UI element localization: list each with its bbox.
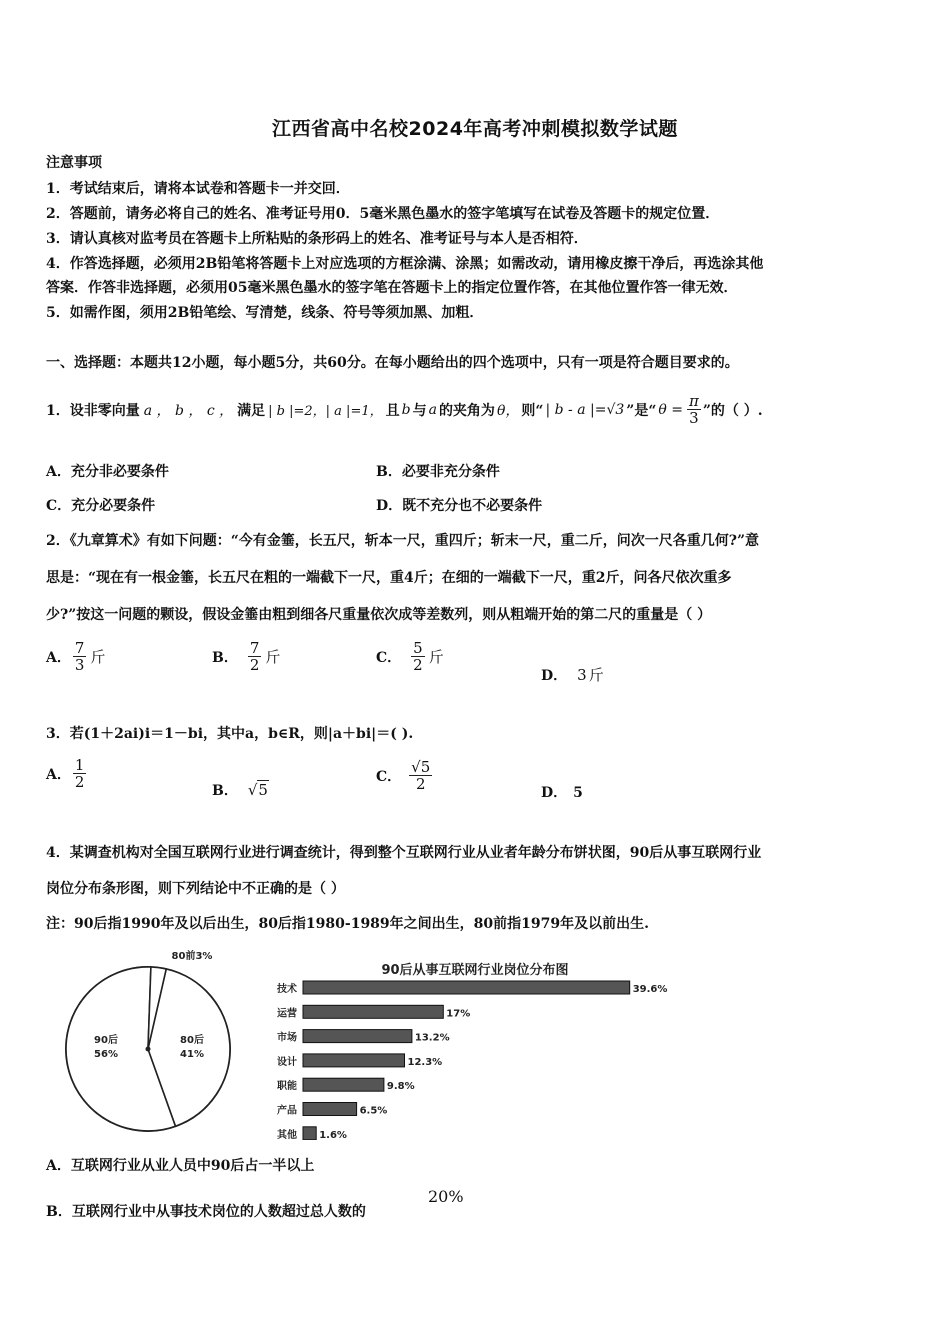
q4-option-a: A．互联网行业从业人员中90后占一半以上 [46, 1158, 315, 1174]
bar-其他 [303, 1127, 316, 1140]
q1-text: 则“ [521, 402, 544, 419]
pie-center [146, 1047, 151, 1052]
q3-option-a: A． $\frac{1}{2}$ [46, 756, 85, 791]
pie-label-80-before: 80前3% [171, 951, 213, 962]
bar-运营 [303, 1005, 443, 1018]
q1-theta: θ， [496, 402, 520, 419]
bar-category-label: 设计 [277, 1056, 297, 1068]
bar-value-label: 17% [446, 1008, 471, 1020]
bar-value-label: 6.5% [359, 1105, 388, 1117]
question-2-line: 思是：“现在有一根金箠，长五尺在粗的一端截下一尺，重4斤；在细的一端截下一尺，重2斤，问各尺依次重多 [46, 570, 732, 586]
bar-value-label: 9.8% [386, 1081, 415, 1093]
notice-item: 4．作答选择题，必须用2B铅笔将答题卡上对应选项的方框涂满、涂黑；如需改动，请用橡皮擦干净后，再选涂其他 [46, 256, 764, 272]
bar-category-label: 产品 [277, 1105, 297, 1117]
q2-option-b: B． $\frac{7}{2}$ 斤 [212, 639, 281, 674]
q1-var-b: b [401, 401, 411, 418]
question-4-line: 4．某调查机构对全国互联网行业进行调查统计，得到整个互联网行业从业者年龄分布饼状图，90后从事互联网行业 [46, 845, 762, 861]
bar-category-label: 其他 [277, 1129, 297, 1140]
page-title: 江西省高中名校2024年高考冲刺模拟数学试题 [272, 118, 678, 140]
age-pie-chart [66, 949, 230, 1131]
bar-category-label: 技术 [277, 984, 297, 995]
q1-option-a: A．充分非必要条件 [46, 464, 169, 480]
pie-label-90: 90后 [94, 1035, 118, 1046]
q4-option-b: B．互联网行业中从事技术岗位的人数超过总人数的 [46, 1204, 366, 1220]
q1-text: 与 [412, 402, 427, 419]
section-heading: 一、选择题：本题共12小题，每小题5分，共60分。在每小题给出的四个选项中，只有一项是符合题目要求的。 [46, 355, 739, 371]
bar-技术 [303, 981, 630, 994]
bar-设计 [303, 1054, 405, 1067]
q3-option-b: B． √5 [212, 781, 268, 799]
bar-chart-title: 90后从事互联网行业岗位分布图 [381, 963, 569, 978]
bar-市场 [303, 1030, 412, 1043]
question-4-note: 注：90后指1990年及以后出生，80后指1980-1989年之间出生，80前指1979年及以前出生. [46, 916, 649, 932]
q1-option-d: D．既不充分也不必要条件 [376, 498, 543, 514]
q1-pi-over-3: $\frac{\pi}{3}$ [689, 392, 699, 427]
q1-text: 且 [385, 402, 400, 419]
bar-产品 [303, 1103, 357, 1116]
question-2-line: 少?”按这一问题的颗设，假设金箠由粗到细各尺重量依次成等差数列，则从粗端开始的第二尺的重量是（ ） [46, 607, 712, 623]
bar-category-label: 运营 [277, 1008, 297, 1020]
notice-item: 5．如需作图，须用2B铅笔绘、写清楚，线条、符号等须加黑、加粗． [46, 305, 484, 321]
q1-prefix: 1．设非零向量 [46, 402, 140, 419]
q1-option-c: C．充分必要条件 [46, 498, 156, 514]
job-bar-chart [276, 962, 667, 1140]
pie-label-80: 80后 [180, 1035, 204, 1046]
q2-option-a: A． $\frac{7}{3}$ 斤 [46, 639, 106, 674]
q1-text: ”是“ [626, 402, 657, 419]
question-1 [46, 393, 763, 426]
q1-theta-eq: θ = [658, 401, 683, 418]
q3-option-d: D． 5 [541, 785, 583, 801]
q2-option-c: C． $\frac{5}{2}$ 斤 [376, 639, 444, 674]
q3-option-c: C． $\frac{√5}{2}$ [376, 758, 431, 793]
bar-category-label: 市场 [277, 1032, 297, 1044]
q2-option-d: D． 3 斤 [541, 665, 604, 684]
bar-value-label: 13.2% [414, 1032, 450, 1044]
notice-heading: 注意事项 [46, 155, 102, 171]
q1-var-a: a [428, 401, 437, 418]
bar-value-label: 39.6% [632, 984, 668, 995]
q1-vars: a ， b ， c ， [143, 402, 234, 419]
q1-expression: | b - a |=√3 [545, 401, 625, 418]
q1-text: ”的（ ）. [702, 402, 763, 419]
bar-value-label: 12.3% [407, 1056, 443, 1068]
q1-text: 的夹角为 [438, 402, 495, 419]
bar-value-label: 1.6% [319, 1129, 347, 1140]
bar-category-label: 职能 [277, 1081, 297, 1093]
question-3: 3．若(1＋2ai)i＝1－bi，其中a，b∈R，则|a＋bi|＝( ). [46, 726, 414, 742]
q4-charts [60, 945, 710, 1140]
q1-text: 满足 [237, 402, 266, 419]
question-4-line: 岗位分布条形图，则下列结论中不正确的是（ ） [46, 881, 345, 897]
notice-item: 3．请认真核对监考员在答题卡上所粘贴的条形码上的姓名、准考证号与本人是否相符． [46, 231, 588, 247]
q1-option-b: B．必要非充分条件 [376, 464, 500, 480]
pie-value-80: 41% [180, 1049, 204, 1060]
notice-item: 答案．作答非选择题，必须用05毫米黑色墨水的签字笔在答题卡上的指定位置作答，在其他位置作答一律无效． [46, 280, 738, 296]
bar-职能 [303, 1078, 384, 1091]
notice-item: 2．答题前，请务必将自己的姓名、准考证号用0．5毫米黑色墨水的签字笔填写在试卷及答题卡的规定位置． [46, 206, 720, 222]
q1-condition: | b |=2，| a |=1， [268, 404, 383, 419]
pie-value-90: 56% [94, 1049, 118, 1060]
q4-option-b-value: 20% [428, 1187, 464, 1206]
notice-item: 1．考试结束后，请将本试卷和答题卡一并交回． [46, 181, 350, 197]
question-2-line: 2．《九章算术》有如下问题：“今有金箠，长五尺，斩本一尺，重四斤；斩末一尺，重二斤，问次一尺各重几何?”意 [46, 533, 760, 549]
